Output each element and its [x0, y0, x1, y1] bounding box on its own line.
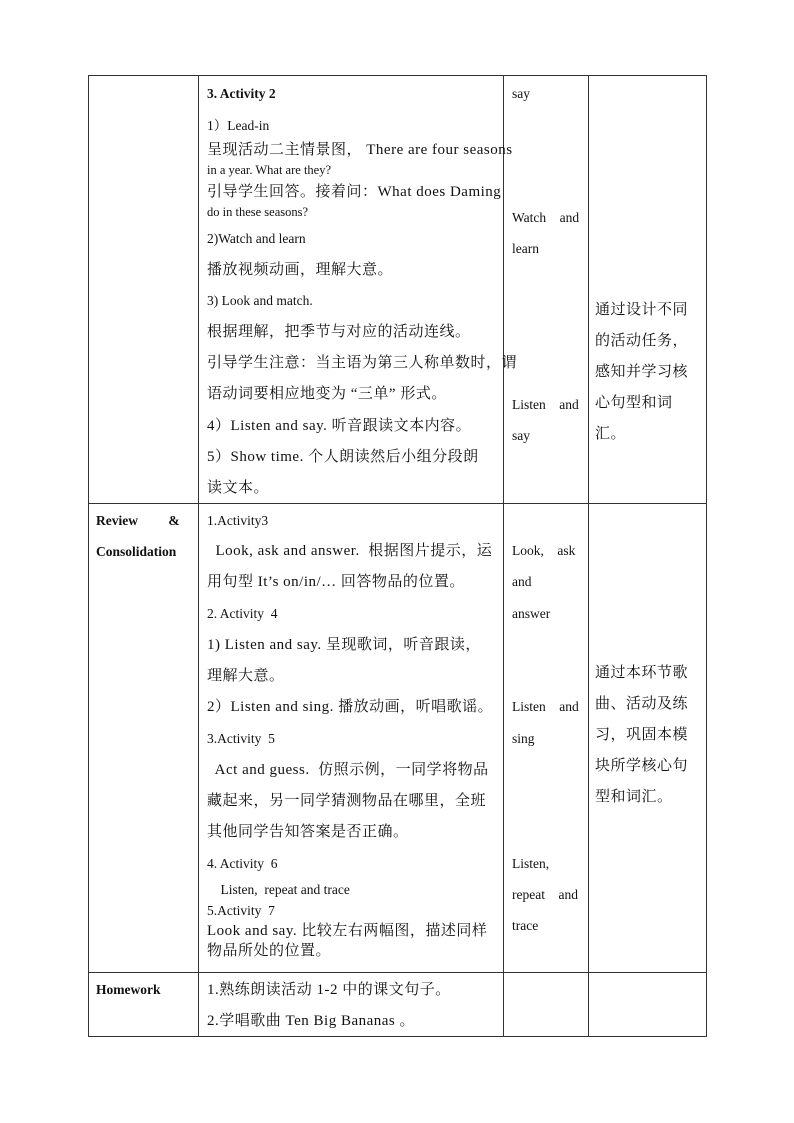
step-line: 藏起来，另一同学猜测物品在哪里，全班 [207, 793, 487, 809]
step-line: 2)Watch and learn [207, 231, 306, 246]
steps-cell [199, 504, 504, 973]
step-line: 引导学生注意：当主语为第三人称单数时，谓 [207, 355, 518, 371]
step-line: 引导学生回答。接着问：What does Daming [207, 184, 502, 200]
step-line: 5.Activity 7 [207, 903, 275, 918]
step-line: do in these seasons? [207, 205, 309, 219]
step-line: 2. Activity 4 [207, 606, 278, 621]
student-line: sing [512, 731, 535, 746]
student-line: say [512, 428, 530, 443]
goal-text: 通过本环节歌曲、活动及练习，巩固本模块所学核心句型和词汇。 [595, 665, 689, 805]
goal-cell [589, 504, 707, 973]
step-line: 3) Look and match. [207, 293, 313, 308]
student-line: repeat and [512, 887, 578, 902]
lesson-plan-table [88, 75, 707, 1037]
stage-label: Consolidation [96, 544, 177, 559]
step-line: 2）Listen and sing. 播放动画，听唱歌谣。 [207, 699, 494, 715]
stage-cell [89, 76, 199, 504]
step-line: 5）Show time. 个人朗读然后小组分段朗 [207, 449, 479, 465]
step-line: Listen, repeat and trace [207, 882, 350, 897]
step-line: 1）Lead-in [207, 118, 270, 133]
student-line: Listen and [512, 699, 579, 714]
step-line: 2.学唱歌曲 Ten Big Bananas 。 [207, 1013, 416, 1029]
step-line: 物品所处的位置。 [207, 943, 332, 959]
step-line: 3. Activity 2 [207, 86, 276, 101]
step-line: 语动词要相应地变为 “三单” 形式。 [207, 386, 447, 402]
step-line: 呈现活动二主情景图， There are four seasons [207, 142, 513, 158]
stage-label: Review & [96, 513, 180, 528]
student-cell [504, 76, 589, 504]
student-line: Watch and [512, 210, 580, 225]
step-line: 其他同学告知答案是否正确。 [207, 824, 409, 840]
step-line: 4）Listen and say. 听音跟读文本内容。 [207, 418, 472, 434]
step-line: 4. Activity 6 [207, 856, 278, 871]
student-line: Look, ask [512, 543, 576, 558]
goal-cell [589, 973, 707, 1037]
step-line: 1.Activity3 [207, 513, 269, 528]
step-line: 1.熟练朗读活动 1-2 中的课文句子。 [207, 982, 451, 998]
step-line: 播放视频动画，理解大意。 [207, 262, 394, 278]
step-line: in a year. What are they? [207, 163, 332, 177]
student-line: say [512, 86, 530, 101]
step-line: 用句型 It’s on/in/… 回答物品的位置。 [207, 574, 465, 590]
table-row [89, 76, 707, 504]
student-line: learn [512, 241, 539, 256]
step-line: 1) Listen and say. 呈现歌词，听音跟读， [207, 637, 481, 653]
steps-cell [199, 973, 504, 1037]
stage-cell [89, 973, 199, 1037]
student-line: Listen and [512, 397, 579, 412]
student-cell [504, 973, 589, 1037]
goal-text: 通过设计不同的活动任务，感知并学习核心句型和词汇。 [595, 302, 689, 442]
steps-cell [199, 76, 518, 504]
step-line: 读文本。 [207, 480, 270, 496]
student-line: Listen, [512, 856, 550, 871]
step-line: 根据理解，把季节与对应的活动连线。 [207, 324, 471, 340]
step-line: 理解大意。 [207, 668, 285, 684]
step-line: Act and guess. 仿照示例，一同学将物品 [207, 762, 489, 778]
table-row [89, 504, 707, 973]
student-line: answer [512, 606, 551, 621]
student-cell [504, 504, 589, 973]
stage-cell [89, 504, 199, 973]
table-row [89, 973, 707, 1037]
step-line: Look and say. 比较左右两幅图，描述同样 [207, 923, 488, 939]
stage-label: Homework [96, 982, 161, 997]
step-line: Look, ask and answer. 根据图片提示，运 [207, 543, 493, 559]
step-line: 3.Activity 5 [207, 731, 275, 746]
student-line: and [512, 574, 532, 589]
student-line: trace [512, 918, 539, 933]
goal-cell [589, 76, 707, 504]
